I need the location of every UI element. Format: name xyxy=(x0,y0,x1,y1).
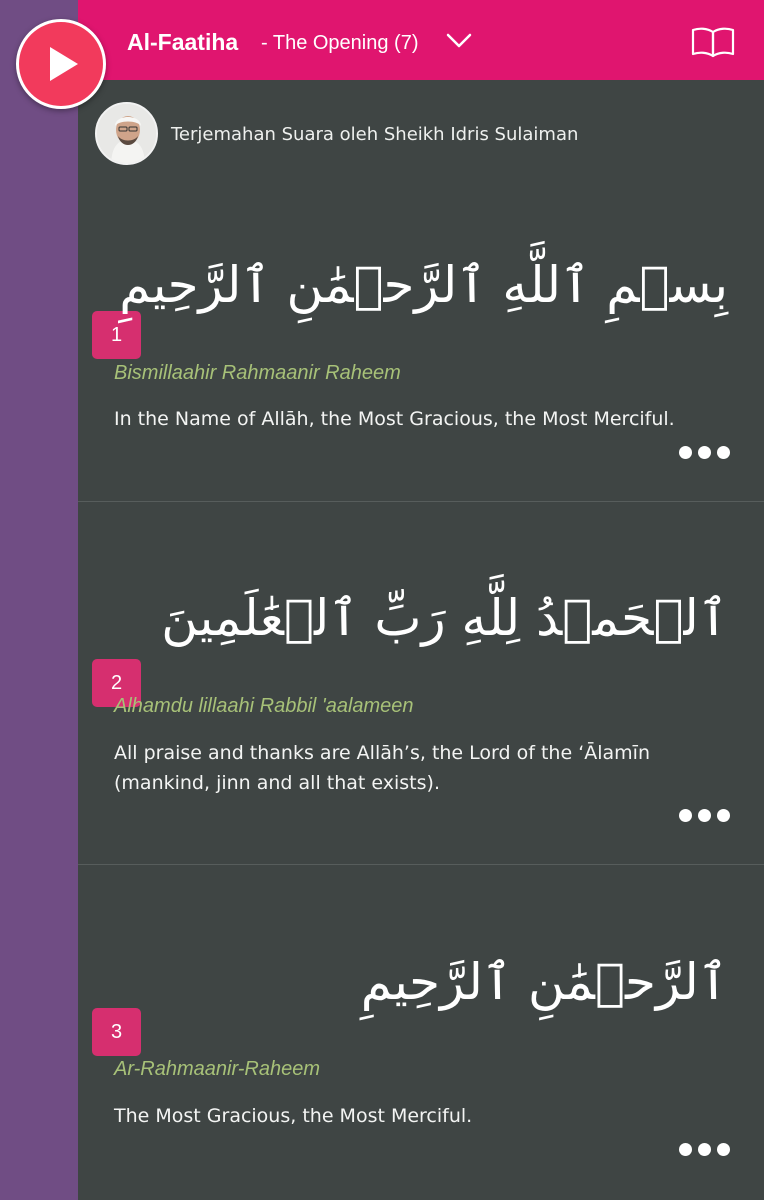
chevron-down-icon[interactable] xyxy=(446,33,472,49)
verse-number-sidebar xyxy=(0,0,78,1200)
verse-item-2 xyxy=(78,502,764,865)
reciter-label: Terjemahan Suara oleh Sheikh Idris Sulaiman xyxy=(171,124,579,145)
play-button[interactable] xyxy=(16,19,106,109)
verse-transliteration: Ar-Rahmaanir-Raheem xyxy=(114,1058,321,1080)
verse-number-badge[interactable]: 2 xyxy=(92,659,141,707)
reciter-photo xyxy=(97,104,158,165)
more-options-icon[interactable] xyxy=(678,444,730,460)
reciter-avatar[interactable] xyxy=(95,102,158,165)
more-options-icon[interactable] xyxy=(678,1141,730,1157)
book-icon[interactable] xyxy=(690,26,736,58)
verse-arabic-text: بِسۡمِ ٱللَّهِ ٱلرَّحۡمَٰنِ ٱلرَّحِيمِ xyxy=(119,256,728,314)
verse-item-1 xyxy=(78,180,764,502)
verse-number-badge[interactable]: 1 xyxy=(92,311,141,359)
verse-arabic-text: ٱلۡحَمۡدُ لِلَّهِ رَبِّ ٱلۡعَٰلَمِينَ xyxy=(161,589,728,647)
verse-item-3 xyxy=(78,865,764,1200)
surah-subtitle[interactable]: - The Opening (7) xyxy=(261,32,419,54)
verse-translation: All praise and thanks are Allāh’s, the Lord of the ‘Ālamīn (mankind, jinn and all that exists). xyxy=(114,742,650,794)
verse-transliteration: Alhamdu lillaahi Rabbil 'aalameen xyxy=(114,695,414,717)
play-icon xyxy=(50,47,78,81)
verse-transliteration: Bismillaahir Rahmaanir Raheem xyxy=(114,362,401,384)
verse-number-badge[interactable]: 3 xyxy=(92,1008,141,1056)
verse-translation: The Most Gracious, the Most Merciful. xyxy=(114,1105,473,1127)
verse-translation: In the Name of Allāh, the Most Gracious, the Most Merciful. xyxy=(114,408,675,430)
more-options-icon[interactable] xyxy=(678,807,730,823)
surah-title[interactable]: Al-Faatiha xyxy=(127,29,239,55)
verse-arabic-text: ٱلرَّحۡمَٰنِ ٱلرَّحِيمِ xyxy=(360,953,728,1011)
